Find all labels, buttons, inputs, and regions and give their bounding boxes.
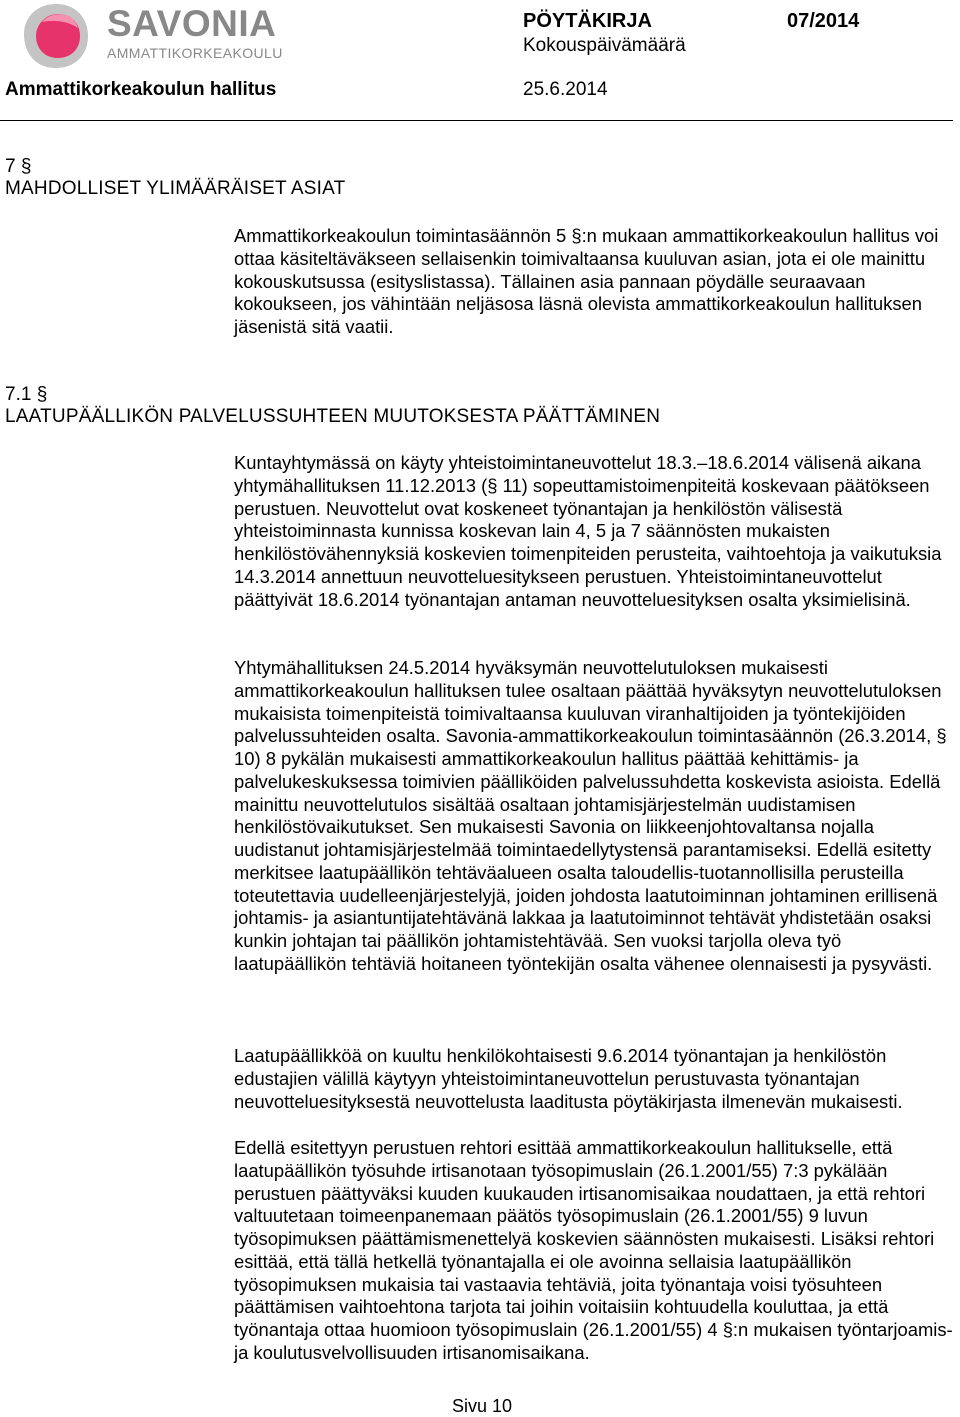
brand-subtitle: AMMATTIKORKEAKOULU [107,45,283,61]
meeting-date-label: Kokouspäivämäärä [523,35,686,56]
header-divider [0,120,953,121]
organization-name: Ammattikorkeakoulun hallitus [5,79,277,100]
section-7-1-title: LAATUPÄÄLLIKÖN PALVELUSSUHTEEN MUUTOKSESTA PÄÄTTÄMINEN [5,406,661,427]
savonia-logo-icon [22,2,90,70]
meeting-date: 25.6.2014 [523,79,608,100]
document-number: 07/2014 [787,10,860,32]
document-type: PÖYTÄKIRJA [523,10,652,32]
section-7-title: MAHDOLLISET YLIMÄÄRÄISET ASIAT [5,178,346,199]
section-7-paragraph: Ammattikorkeakoulun toimintasäännön 5 §:n mukaan ammattikorkeakoulun hallitus voi ottaa käsiteltäväkseen sellaisenkin toimivaltaansa kuuluvan asian, jota ei ole mainittu kokouskutsussa (esityslistassa). Tällainen asia pannaan pöydälle seuraavaan kokoukseen, jos vähintään neljäsosa läsnä olevista ammattikorkeakoulun hallituksen jäsenistä sitä vaatii. [234,225,939,337]
section-7-1-paragraph-1: Kuntayhtymässä on käyty yhteistoimintaneuvottelut 18.3.–18.6.2014 välisenä aikana yhtymähallituksen 11.12.2013 (§ 11) sopeuttamistoimenpiteitä koskevaan päätökseen perustuen. Neuvottelut ovat koskeneet työnantajan ja henkilöstön välisestä yhteistoiminnasta kunnissa koskevan lain 4, 5 ja 7 säännösten mukaisten henkilöstövähennyksiä koskevien toimenpiteiden perusteita, vaihtoehtoja ja vaikutuksia 14.3.2014 annettuun neuvotteluesitykseen perustuen. Yhteistoimintaneuvottelut päättyivät 18.6.2014 työnantajan antaman neuvotteluesityksen osalta yksimielisinä. [234,452,942,610]
section-7-1-paragraph-3: Laatupäällikköä on kuultu henkilökohtaisesti 9.6.2014 työnantajan ja henkilöstön edustajien välillä käytyyn yhteistoimintaneuvottelun perustuvasta työnantajan neuvotteluesityksestä neuvottelusta laaditusta pöytäkirjasta ilmenevän mukaisesti. [234,1045,903,1112]
brand-block [107,4,283,61]
page-number: Sivu 10 [452,1396,513,1416]
section-7-number: 7 § [5,156,32,177]
section-7-1-paragraph-4: Edellä esitettyyn perustuen rehtori esittää ammattikorkeakoulun hallitukselle, että laatupäällikön työsuhde irtisanotaan työsopimuslain (26.1.2001/55) 7:3 pykälään perustuen päättyväksi kuuden kuukauden irtisanomisaikaa noudattaen, ja että rehtori valtuutetaan toimeenpanemaan päätös työsopimuslain (26.1.2001/55) 9 luvun työsopimuksen päättämismenettelyä koskevien säännösten mukaisesti. Lisäksi rehtori esittää, että tällä hetkellä työnantajalla ei ole avoinna sellaisia laatupäällikön työsopimuksen mukaisia tai vastaavia tehtäviä, joita työnantaja voisi työsuhteen päättämisen vaihtoehtona tarjota tai joihin voitaisiin kohtuudella kouluttaa, ja että työnantaja ottaa huomioon työsopimuslain (26.1.2001/55) 4 §:n mukaisen työntarjoamis- ja koulutusvelvollisuuden irtisanomisaikana. [234,1137,953,1363]
brand-name: SAVONIA [107,3,277,44]
section-7-1-number: 7.1 § [5,384,48,405]
section-7-1-paragraph-2: Yhtymähallituksen 24.5.2014 hyväksymän neuvottelutuloksen mukaisesti ammattikorkeakoulun hallituksen tulee osaltaan päättää hyväksytyn neuvottelutuloksen mukaisista toimenpiteistä toimivaltaansa kuuluvan viranhaltijoiden ja työntekijöiden palvelussuhteiden osalta. Savonia-ammattikorkeakoulun toimintasäännön (26.3.2014, § 10) 8 pykälän mukaisesti ammattikorkeakoulun hallitus päättää kehittämis- ja palvelukeskuksessa toimivien päälliköiden palvelussuhdetta koskevista asioista. Edellä mainittu neuvottelutulos sisältää osaltaan johtamisjärjestelmän uudistamisen henkilöstövaikutukset. Sen mukaisesti Savonia on liikkeenjohtovaltansa nojalla uudistanut johtamisjärjestelmää toimintaedellytystensä parantamiseksi. Edellä esitetty merkitsee laatupäällikön tehtäväalueen osalta taloudellis-tuotannollisilla perusteilla toteutettavia uudelleenjärjestelyjä, joiden johdosta laatutoiminnan johtaminen erillisenä johtamis- ja asiantuntijatehtävänä lakkaa ja laatutoiminnot tehtävät yhdistetään osaksi kunkin johtajan tai päällikön johtamistehtävää. Sen vuoksi tarjolla oleva työ laatupäällikön tehtäviä hoitaneen työntekijän osalta vähenee olennaisesti ja pysyvästi. [234,657,947,974]
